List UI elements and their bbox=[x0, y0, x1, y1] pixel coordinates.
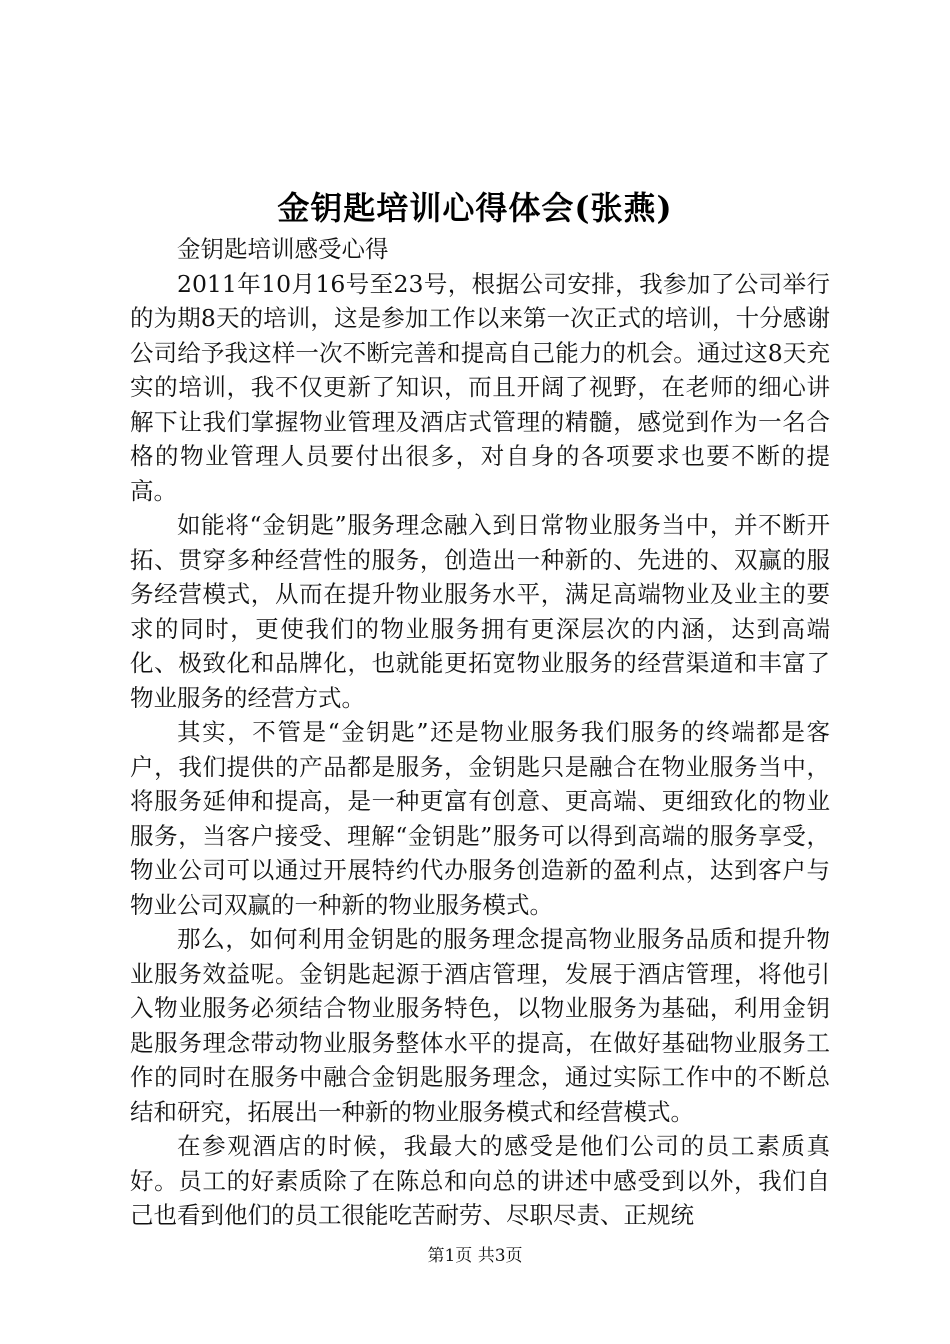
paragraph-5: 在参观酒店的时候，我最大的感受是他们公司的员工素质真好。员工的好素质除了在陈总和向总的讲述中感受到以外，我们自己也看到他们的员工很能吃苦耐劳、尽职尽责、正规统 bbox=[130, 1132, 830, 1229]
document-subtitle: 金钥匙培训感受心得 bbox=[177, 235, 389, 263]
paragraph-4: 那么，如何利用金钥匙的服务理念提高物业服务品质和提升物业服务效益呢。金钥匙起源于酒店管理，发展于酒店管理，将他引入物业服务必须结合物业服务特色，以物业服务为基础，利用金钥匙服务理念带动物业服务整体水平的提高，在做好基础物业服务工作的同时在服务中融合金钥匙服务理念，通过实际工作中的不断总结和研究，拓展出一种新的物业服务模式和经营模式。 bbox=[130, 925, 830, 1126]
paragraph-3: 其实，不管是“金钥匙”还是物业服务我们服务的终端都是客户，我们提供的产品都是服务，金钥匙只是融合在物业服务当中，将服务延伸和提高，是一种更富有创意、更高端、更细致化的物业服务，当客户接受、理解“金钥匙”服务可以得到高端的服务享受，物业公司可以通过开展特约代办服务创造新的盈利点，达到客户与物业公司双赢的一种新的物业服务模式。 bbox=[130, 718, 830, 919]
document-title: 金钥匙培训心得体会(张燕) bbox=[277, 189, 673, 227]
document-body bbox=[130, 232, 830, 1233]
page-footer: 第1页 共3页 bbox=[427, 1246, 523, 1266]
paragraph-2: 如能将“金钥匙”服务理念融入到日常物业服务当中，并不断开拓、贯穿多种经营性的服务，创造出一种新的、先进的、双赢的服务经营模式，从而在提升物业服务水平，满足高端物业及业主的要求的同时，更使我们的物业服务拥有更深层次的内涵，达到高端化、极致化和品牌化，也就能更拓宽物业服务的经营渠道和丰富了物业服务的经营方式。 bbox=[130, 511, 830, 712]
paragraph-1: 2011年10月16号至23号，根据公司安排，我参加了公司举行的为期8天的培训，这是参加工作以来第一次正式的培训，十分感谢公司给予我这样一次不断完善和提高自己能力的机会。通过这8天充实的培训，我不仅更新了知识，而且开阔了视野，在老师的细心讲解下让我们掌握物业管理及酒店式管理的精髓，感觉到作为一名合格的物业管理人员要付出很多，对自身的各项要求也要不断的提高。 bbox=[130, 269, 830, 505]
